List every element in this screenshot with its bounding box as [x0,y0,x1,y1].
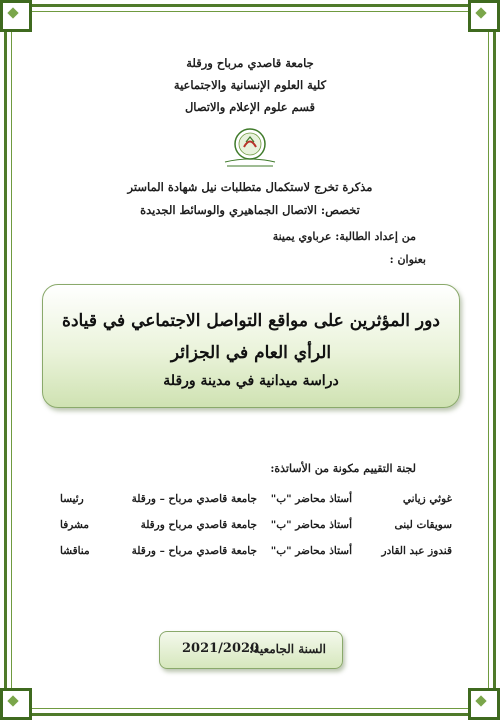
member-role: مناقشا [60,545,90,557]
academic-year-label: السنة الجامعية: [248,642,326,656]
member-university: جامعة قاصدي مرباح – ورقلة [131,493,257,505]
member-name: غوثي زياني [402,493,452,505]
committee-member-row [60,545,452,563]
thesis-subtitle: دراسة ميدانية في مدينة ورقلة [163,373,339,389]
member-name: قندوز عبد القادر [381,545,452,557]
committee-member-row [60,519,452,537]
corner-ornament-icon [468,688,500,720]
member-rank: أستاذ محاضر "ب" [270,545,352,557]
member-role: رئيسا [60,493,84,505]
committee-member-row [60,493,452,511]
thesis-title: دور المؤثرين على مواقع التواصل الاجتماعي في قيادة الرأي العام في الجزائر [62,311,440,363]
academic-year-box [159,631,343,669]
title-box [42,284,460,408]
university-emblem-icon [213,124,287,170]
corner-ornament-icon [0,0,32,32]
thesis-purpose: مذكرة تخرج لاستكمال متطلبات نيل شهادة الماستر [127,180,373,194]
member-rank: أستاذ محاضر "ب" [270,519,352,531]
title-label: بعنوان : [389,253,426,266]
committee-heading: لجنة التقييم مكونة من الأساتذة: [270,462,416,475]
member-university: جامعة قاصدي مرباح – ورقلة [131,545,257,557]
member-role: مشرفا [60,519,90,531]
specialization: تخصص: الاتصال الجماهيري والوسائط الجديدة [140,203,360,217]
corner-ornament-icon [468,0,500,32]
department-name: قسم علوم الإعلام والاتصال [184,100,316,114]
corner-ornament-icon [0,688,32,720]
university-name: جامعة قاصدي مرباح ورقلة [186,56,314,70]
member-rank: أستاذ محاضر "ب" [270,493,352,505]
member-university: جامعة قاصدي مرباح ورقلة [140,519,257,531]
member-name: سويقات لبنى [394,519,452,531]
academic-year-value: 2021/2020 [182,641,260,656]
faculty-name: كلية العلوم الإنسانية والاجتماعية [173,78,327,92]
prepared-by: من إعداد الطالبة: عرباوي يمينة [272,230,416,243]
